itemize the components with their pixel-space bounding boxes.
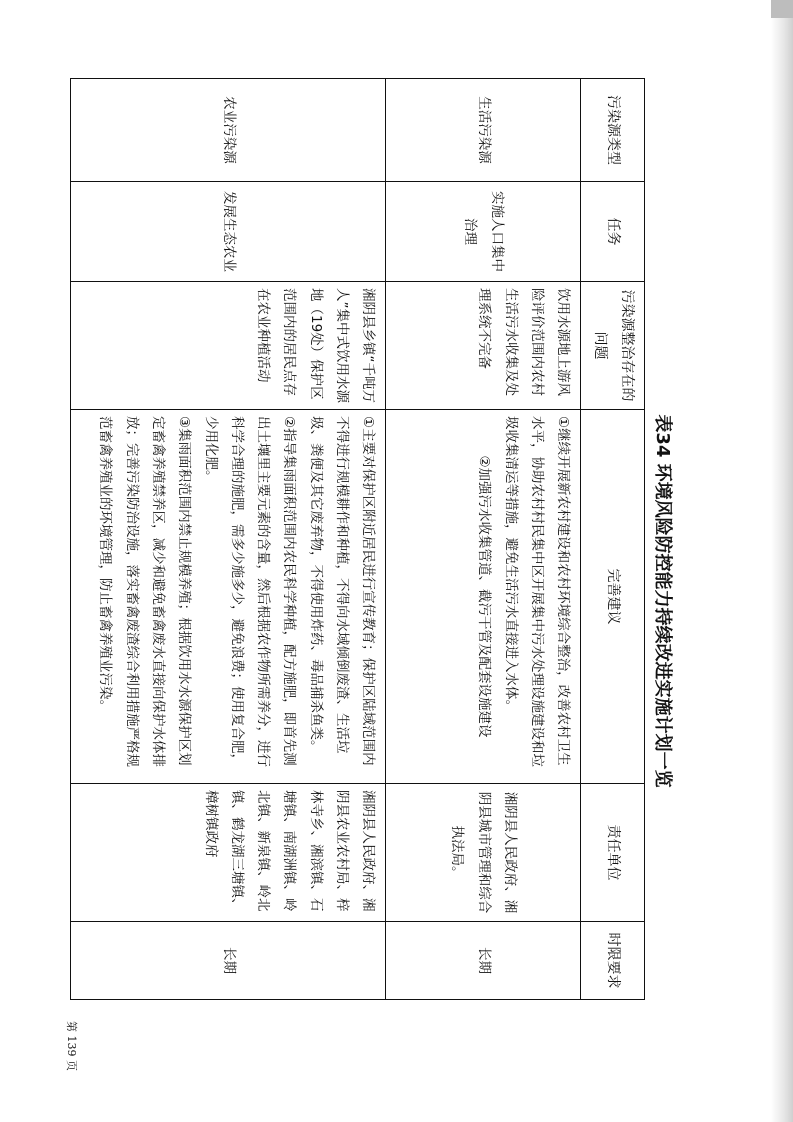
scan-edge-shadow	[771, 0, 793, 1122]
table-row	[71, 79, 386, 1000]
header-responsible: 责任单位	[581, 784, 645, 922]
scan-corner	[771, 0, 793, 18]
cell-responsible: 湘阴县人民政府、湘阴县城市管理和综合执法局。	[386, 784, 581, 922]
cell-problem: 饮用水源地上游风险评价范围内农村生活污水收集及处理系统不完备	[386, 282, 581, 410]
header-type: 污染源类型	[581, 79, 645, 182]
cell-suggestion	[386, 410, 581, 784]
cell-responsible: 湘阴县人民政府、湘阴县农业农村局、梓林寺乡、湘滨镇、石塘镇、南湖洲镇、岭北镇、新泉镇、岭北镇、鹤龙湖三塘镇、樟树镇政府	[71, 784, 386, 922]
header-problem: 污染源整治存在的问题	[581, 282, 645, 410]
table-title: 表34 环境风险防控能力持续改进实施计划一览	[652, 414, 673, 788]
cell-task: 发展生态农业	[71, 182, 386, 282]
suggestion-line: ①继续开展新农村建设和农村环境综合整治，改善农村卫生水平，协助农村村民集中区开展集中污水处理设施建设和垃圾收集清运等措施，避免生活污水直接进入水体。	[502, 416, 572, 767]
header-suggestion: 完善建议	[581, 410, 645, 784]
table-row	[386, 79, 581, 1000]
cell-type: 生活污染源	[386, 79, 581, 182]
header-task: 任务	[581, 182, 645, 282]
table-header-row	[581, 79, 645, 1000]
plan-table-wrapper	[93, 78, 645, 999]
suggestion-line: ③集雨面积范围内禁止规模养殖；根据饮用水水源保护区划定畜禽养殖禁养区，减少和避免畜禽废水直接向保护水体排放；完善污染防治设施，落实畜禽废渣综合利用措施严格规范畜禽养殖业的环境管理，防止畜禽养殖业污染。	[97, 416, 193, 767]
cell-task: 实施人口集中治理	[386, 182, 581, 282]
cell-deadline: 长期	[386, 922, 581, 1000]
cell-deadline: 长期	[71, 922, 386, 1000]
cell-suggestion	[71, 410, 386, 784]
suggestion-line: ②加强污水收集管道、截污干管及配套设施建设	[476, 455, 493, 738]
cell-problem: 湘阴县乡镇“千吨万人”集中式饮用水源地（19处）保护区范围内的居民点存在农业种植活动	[71, 282, 386, 410]
cell-type: 农业污染源	[71, 79, 386, 182]
suggestion-line: ②指导集雨面积范围内农民科学种植，配方施肥，即首先测出土壤里主要元素的含量，然后根据农作物所需养分，进行科学合理的施肥，需多少施多少，避免浪费；使用复合肥，少用化肥。	[202, 416, 298, 767]
header-deadline: 时限要求	[581, 922, 645, 1000]
suggestion-line: ①主要对保护区附近居民进行宣传教育；保护区陆域范围内不得进行规模耕作和种植，不得向水域倾倒废渣、生活垃圾、粪便及其它废弃物，不得使用炸药、毒品捕杀鱼类。	[307, 416, 377, 766]
page-number: 第 139 页	[65, 1021, 78, 1071]
plan-table	[70, 78, 645, 1000]
